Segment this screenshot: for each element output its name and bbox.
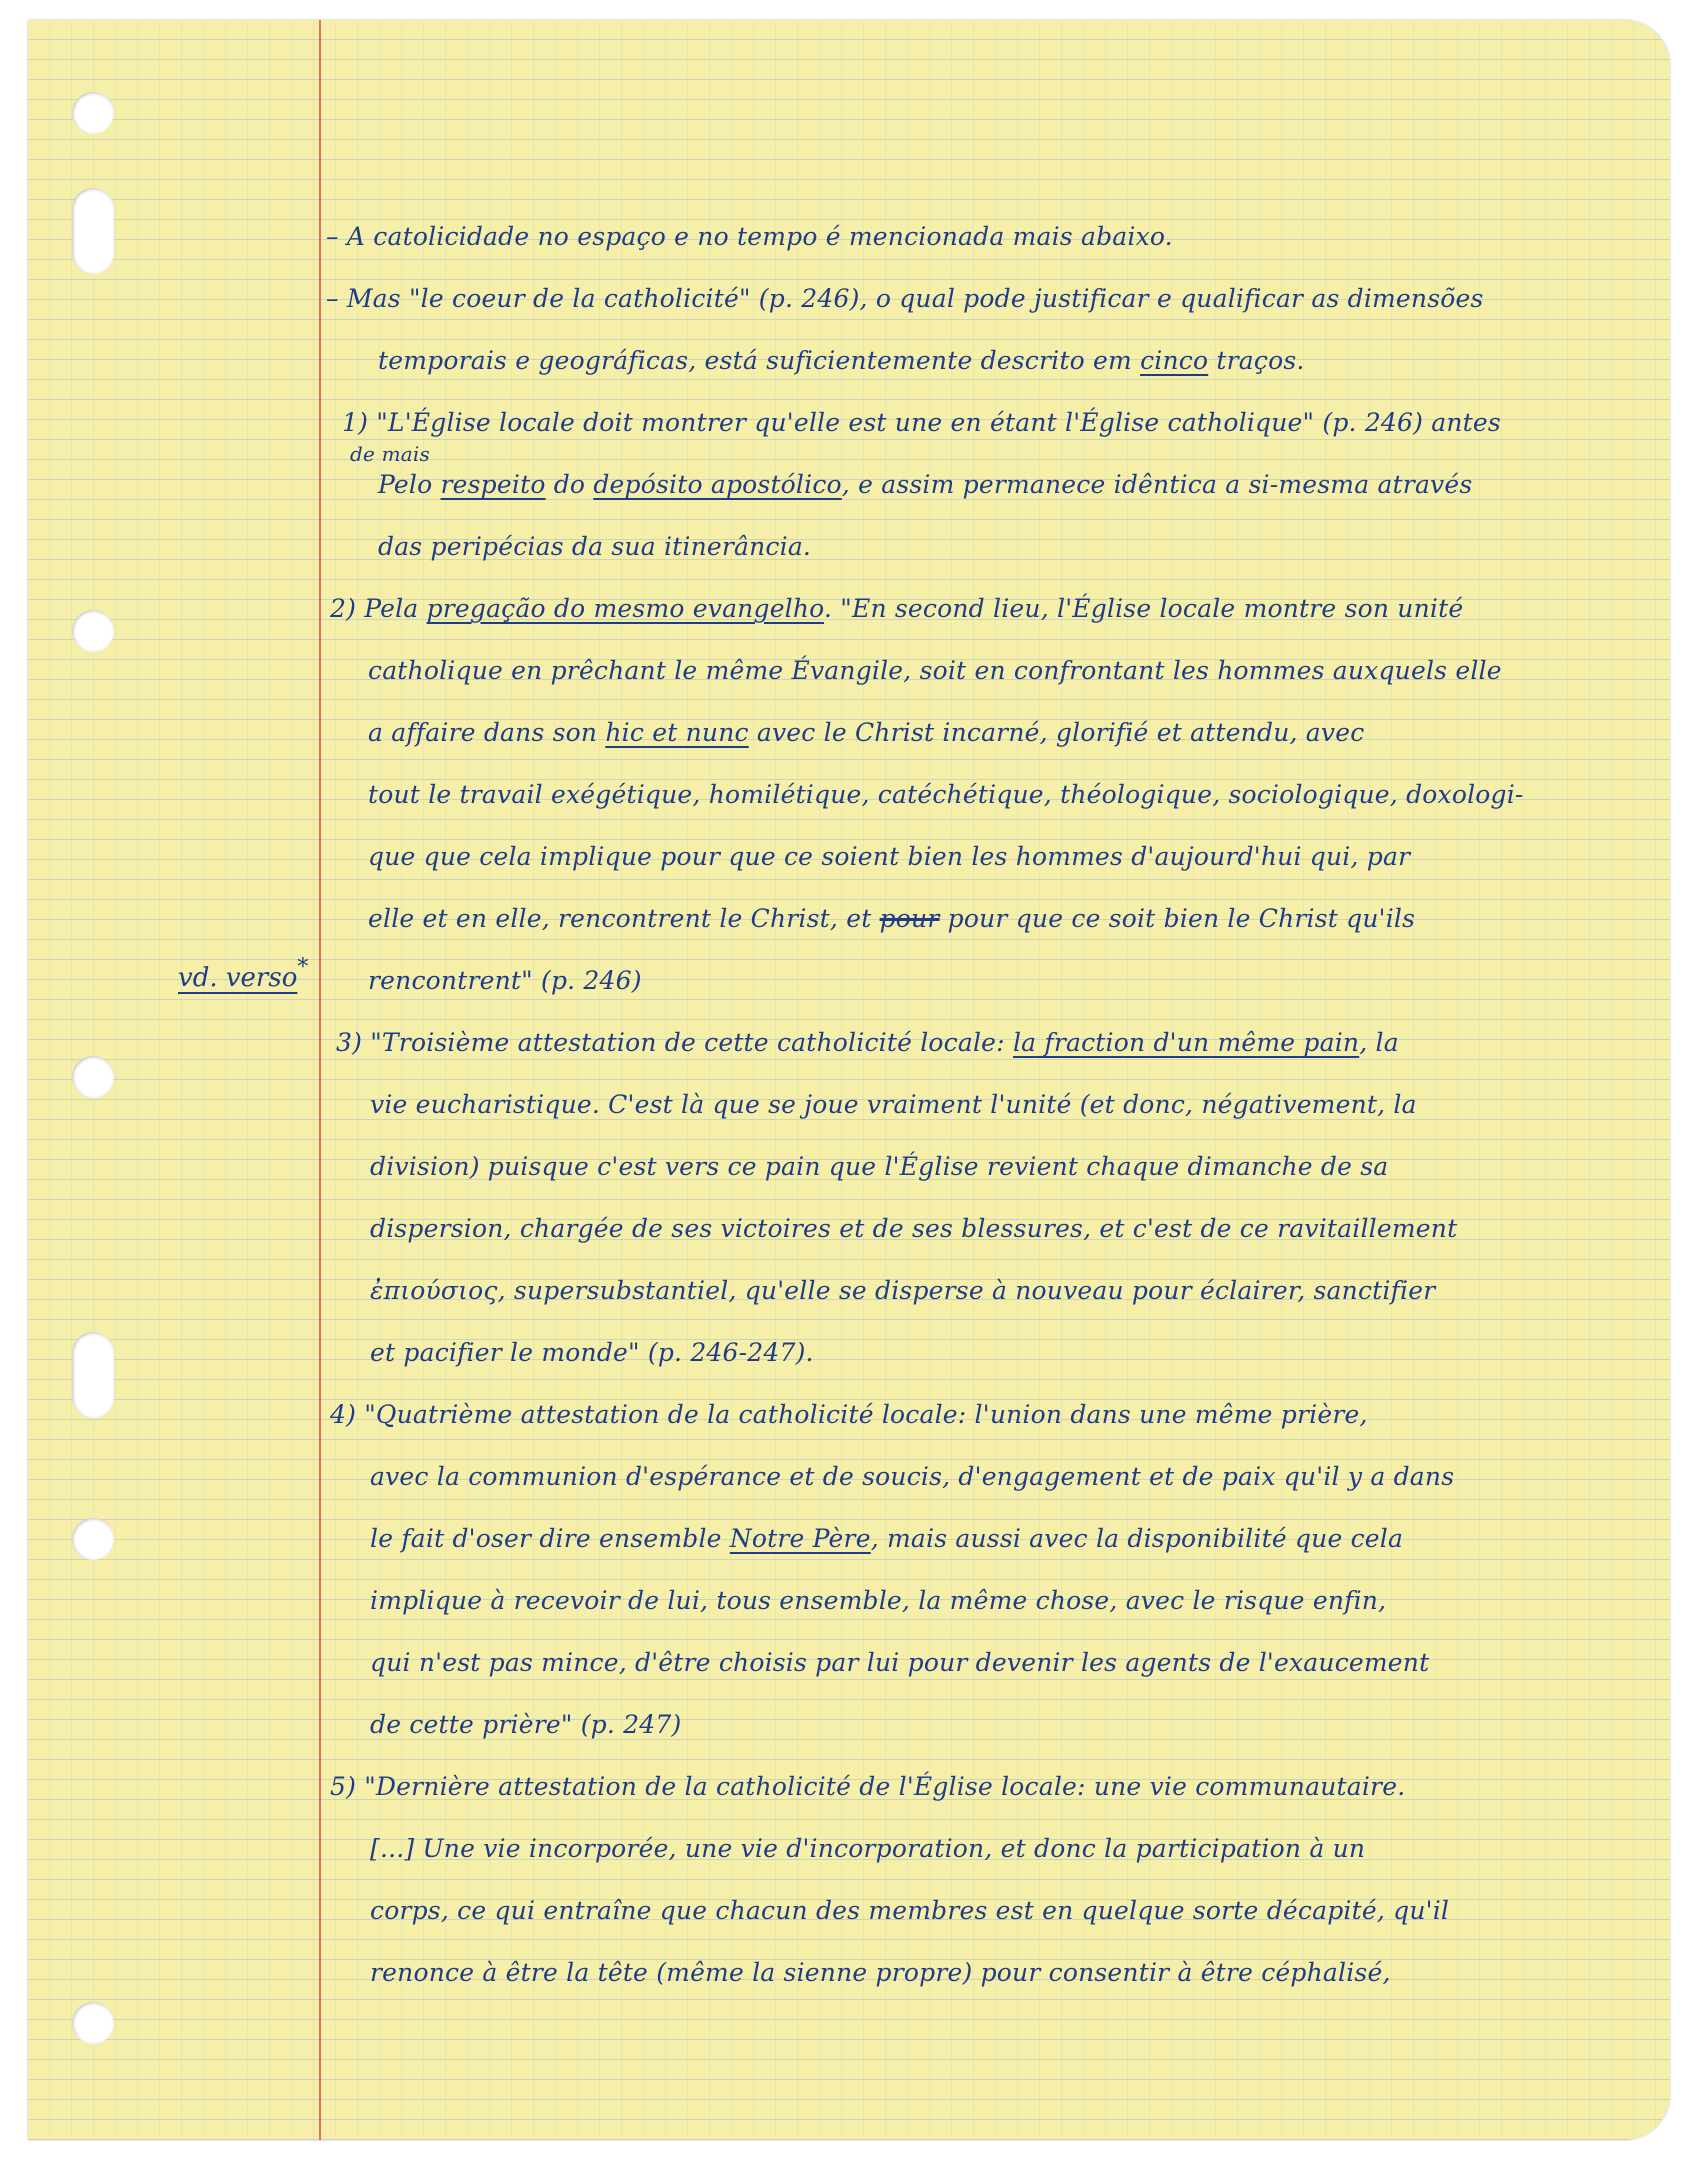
item-number: 4) <box>330 1400 357 1429</box>
punch-hole-7 <box>72 2002 114 2044</box>
item-number: 5) <box>330 1772 357 1801</box>
line-text: de cette prière" (p. 247) <box>370 1710 682 1739</box>
underlined-text: Notre Père <box>729 1524 871 1553</box>
line-text: pour que ce soit bien le Christ qu'ils <box>939 904 1416 933</box>
line-text: "L'Église locale doit montrer qu'elle est une en étant l'Église catholique" (p. 246) antes <box>376 408 1501 437</box>
insertion-note <box>350 442 430 466</box>
text-line <box>370 1956 1391 1990</box>
line-text: [...] Une vie incorporée, une vie d'incorporation, et donc la participation à un <box>370 1834 1366 1863</box>
line-text: renonce à être la tête (même la sienne propre) pour consentir à être céphalisé, <box>370 1958 1391 1987</box>
line-text: ἐπιούσιος, supersubstantiel, qu'elle se disperse à nouveau pour éclairer, sanctifier <box>370 1276 1436 1305</box>
underlined-text: cinco <box>1140 346 1209 375</box>
text-line <box>370 1212 1457 1246</box>
text-line <box>370 1832 1365 1866</box>
text-line <box>378 530 811 564</box>
line-text: , la <box>1359 1028 1399 1057</box>
line-text: A catolicidade no espaço e no tempo é mencionada mais abaixo. <box>346 222 1173 251</box>
line-text: das peripécias da sua itinerância. <box>378 532 812 561</box>
text-line <box>378 468 1472 502</box>
line-text: vie eucharistique. C'est là que se joue vraiment l'unité (et donc, négativement, la <box>370 1090 1417 1119</box>
dash-marker: – <box>326 284 339 313</box>
text-line <box>336 1026 1399 1060</box>
line-text: temporais e geográficas, está suficientemente descrito em <box>378 346 1141 375</box>
item-number: 3) <box>336 1028 363 1057</box>
text-line <box>370 1646 1429 1680</box>
punch-hole-6 <box>72 1518 114 1560</box>
text-line <box>370 1894 1449 1928</box>
text-line <box>326 220 1173 254</box>
text-line <box>342 406 1501 440</box>
line-text: que que cela implique pour que ce soient bien les hommes d'aujourd'hui qui, par <box>368 842 1411 871</box>
text-line <box>368 840 1410 874</box>
line-text: traços. <box>1208 346 1305 375</box>
underlined-text: pregação do mesmo evangelho <box>426 594 824 623</box>
text-line <box>370 1460 1454 1494</box>
line-text: avec la communion d'espérance et de soucis, d'engagement et de paix qu'il y a dans <box>370 1462 1455 1491</box>
underlined-text: respeito <box>440 470 546 499</box>
line-text: corps, ce qui entraîne que chacun des membres est en quelque sorte décapité, qu'il <box>370 1896 1450 1925</box>
line-text: qui n'est pas mince, d'être choisis par lui pour devenir les agents de l'exaucement <box>370 1648 1430 1677</box>
text-line <box>326 282 1484 316</box>
text-line <box>368 654 1502 688</box>
punch-hole-5 <box>72 1332 114 1418</box>
line-text: , e assim permanece idêntica a si-mesma através <box>841 470 1473 499</box>
text-line <box>330 1770 1405 1804</box>
insert-text: de mais <box>350 442 430 466</box>
text-line <box>370 1708 681 1742</box>
item-number: 2) <box>330 594 357 623</box>
line-text: implique à recevoir de lui, tous ensemble, la même chose, avec le risque enfin, <box>370 1586 1387 1615</box>
line-text: Mas <box>346 284 409 313</box>
text-line <box>330 1398 1368 1432</box>
line-text: Pela <box>364 594 427 623</box>
line-text: division) puisque c'est vers ce pain que l'Église revient chaque dimanche de sa <box>370 1152 1389 1181</box>
punch-hole-3 <box>72 610 114 652</box>
margin-note-text: vd. verso <box>178 963 298 993</box>
text-line <box>370 1336 814 1370</box>
text-line <box>370 1522 1403 1556</box>
punch-hole-2 <box>72 188 114 274</box>
text-line <box>370 1150 1388 1184</box>
line-text: a affaire dans son <box>368 718 606 747</box>
line-text: . "En second lieu, l'Église locale montre son unité <box>824 594 1464 623</box>
text-line <box>368 964 642 998</box>
underlined-text: la fraction d'un même pain <box>1012 1028 1360 1057</box>
text-line <box>330 592 1463 626</box>
notebook-page <box>28 20 1670 2140</box>
text-line <box>368 716 1364 750</box>
struck-text: pour <box>879 904 940 933</box>
line-text: tout le travail exégétique, homilétique, catéchétique, théologique, sociologique, doxologi- <box>368 780 1524 809</box>
line-text: "Dernière attestation de la catholicité de l'Église locale: une vie communautaire. <box>364 1772 1406 1801</box>
text-line <box>370 1088 1417 1122</box>
line-text: elle et en elle, rencontrent le Christ, et <box>368 904 880 933</box>
line-text: Pelo <box>378 470 441 499</box>
text-line <box>370 1584 1386 1618</box>
underlined-text: hic et nunc <box>605 718 749 747</box>
line-text: do <box>545 470 594 499</box>
red-margin-line <box>319 20 321 2140</box>
punch-hole-4 <box>72 1056 114 1098</box>
line-text: "Quatrième attestation de la catholicité locale: l'union dans une même prière, <box>364 1400 1368 1429</box>
text-line <box>368 902 1415 936</box>
dash-marker: – <box>326 222 339 251</box>
line-text: le fait d'oser dire ensemble <box>370 1524 730 1553</box>
line-text: "le coeur de la catholicité" (p. 246), o qual pode justificar e qualificar as dimensões <box>408 284 1484 313</box>
line-text: , mais aussi avec la disponibilité que cela <box>870 1524 1404 1553</box>
line-text: "Troisième attestation de cette catholicité locale: <box>370 1028 1013 1057</box>
underlined-text: depósito apostólico <box>593 470 842 499</box>
margin-note-asterisk: * <box>297 955 309 980</box>
text-line <box>368 778 1524 812</box>
item-number: 1) <box>342 408 369 437</box>
line-text: avec le Christ incarné, glorifié et attendu, avec <box>748 718 1365 747</box>
line-text: et pacifier le monde" (p. 246-247). <box>370 1338 814 1367</box>
text-line <box>370 1274 1435 1308</box>
text-line <box>378 344 1305 378</box>
margin-note <box>178 955 309 993</box>
line-text: rencontrent" (p. 246) <box>368 966 642 995</box>
punch-hole-1 <box>72 92 114 134</box>
line-text: dispersion, chargée de ses victoires et de ses blessures, et c'est de ce ravitaillement <box>370 1214 1458 1243</box>
line-text: catholique en prêchant le même Évangile, soit en confrontant les hommes auxquels elle <box>368 656 1502 685</box>
